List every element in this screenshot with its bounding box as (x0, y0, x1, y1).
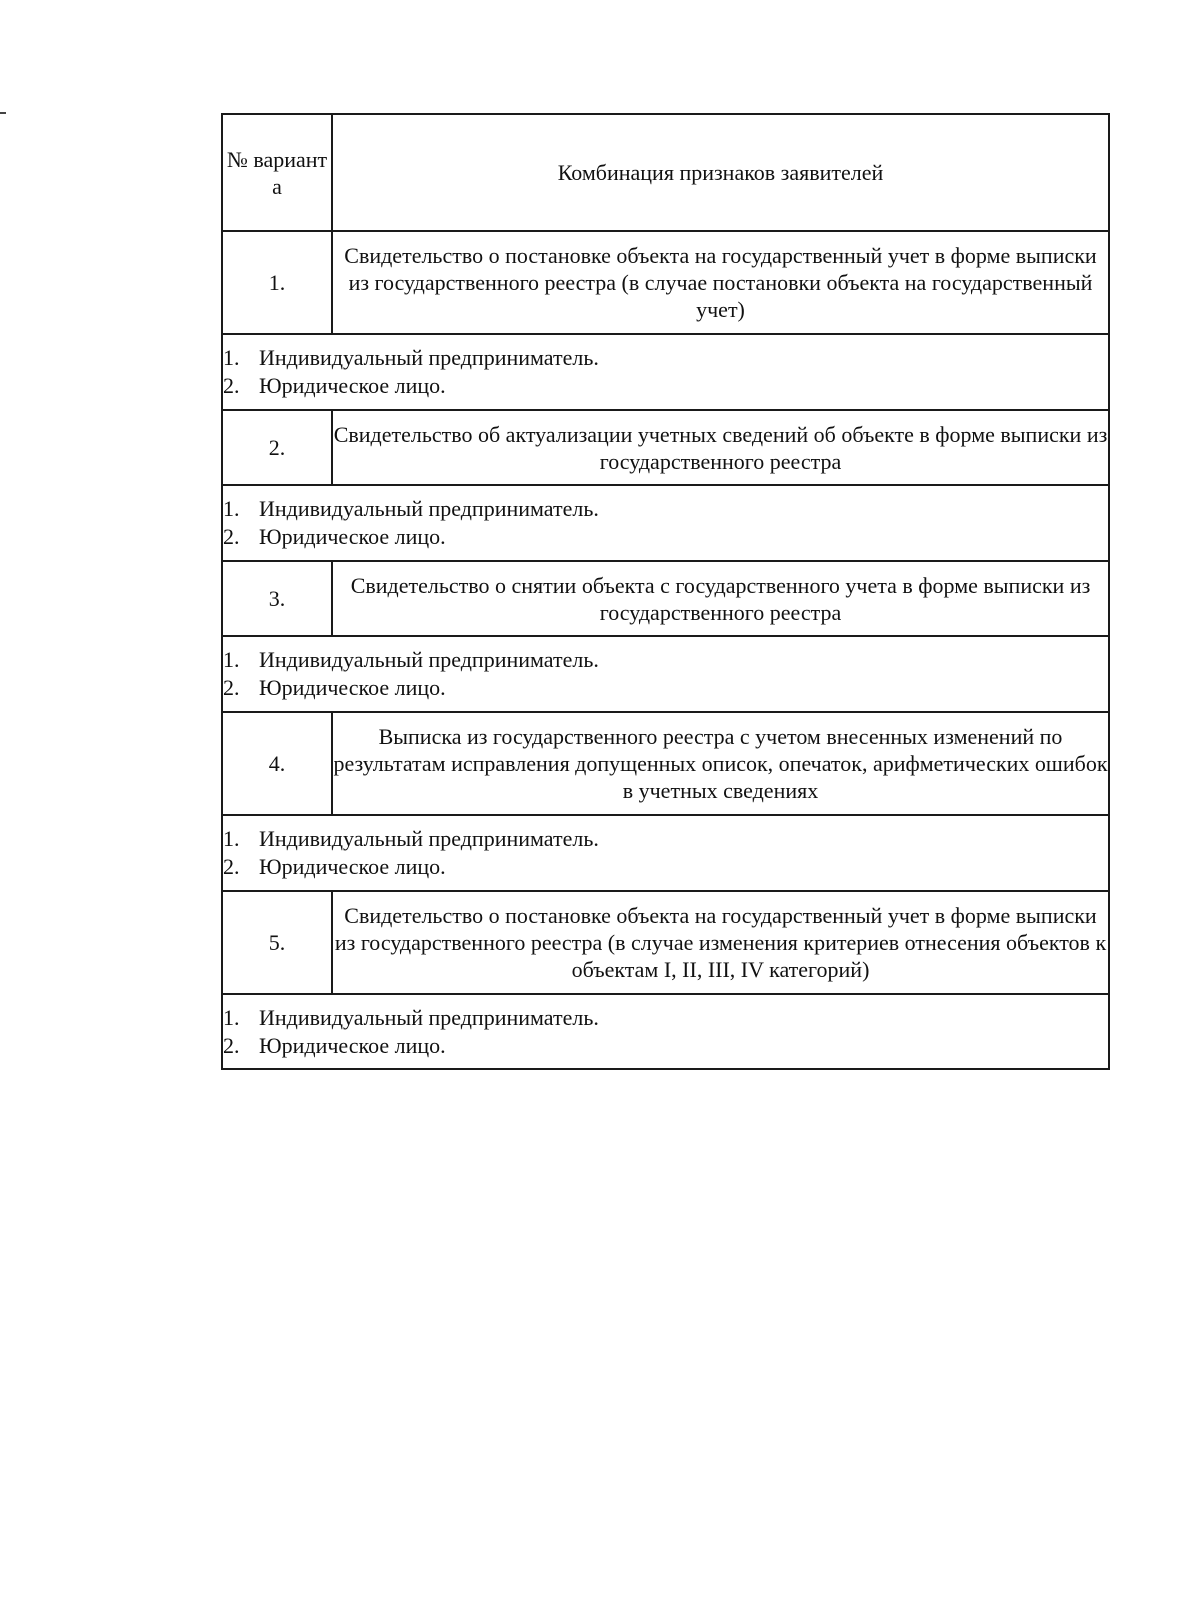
applicants-row-5 (222, 994, 1109, 1069)
list-item: 2. Юридическое лицо. (223, 1032, 446, 1058)
scan-edge-mark (0, 112, 6, 114)
applicant-label: Индивидуальный предприниматель. (259, 345, 599, 370)
variant-description: Выписка из государственного реестра с учетом внесенных изменений по результатам исправления допущенных описок, опечаток, арифметических ошибок в учетных сведениях (332, 712, 1109, 815)
variant-row-2 (222, 410, 1109, 485)
applicants-row-4 (222, 815, 1109, 891)
list-item: 1. Индивидуальный предприниматель. (223, 1004, 599, 1030)
variant-number: 2. (222, 410, 332, 485)
header-applicant-combination: Комбинация признаков заявителей (332, 114, 1109, 231)
applicant-label: Юридическое лицо. (259, 524, 446, 549)
variant-number: 4. (222, 712, 332, 815)
applicant-list (223, 646, 1108, 702)
applicant-list-cell (222, 485, 1109, 561)
list-item: 2. Юридическое лицо. (223, 854, 446, 879)
variant-description: Свидетельство об актуализации учетных сведений об объекте в форме выписки из государственного реестра (332, 410, 1109, 485)
applicant-label: Индивидуальный предприниматель. (259, 826, 599, 851)
variant-description: Свидетельство о постановке объекта на государственный учет в форме выписки из государственного реестра (в случае постановки объекта на государственный учет) (332, 231, 1109, 334)
list-item: 1. Индивидуальный предприниматель. (223, 345, 599, 370)
applicant-list (223, 1004, 1108, 1060)
applicant-list-cell (222, 994, 1109, 1069)
list-item: 1. Индивидуальный предприниматель. (223, 496, 599, 521)
table-header-row (222, 114, 1109, 231)
applicant-label: Юридическое лицо. (259, 854, 446, 879)
applicants-row-3 (222, 636, 1109, 712)
applicant-list-cell (222, 636, 1109, 712)
applicant-list (223, 344, 1108, 400)
applicants-row-2 (222, 485, 1109, 561)
list-item: 1. Индивидуальный предприниматель. (223, 647, 599, 672)
applicant-list-cell (222, 815, 1109, 891)
applicant-label: Индивидуальный предприниматель. (259, 496, 599, 521)
variant-row-1 (222, 231, 1109, 334)
list-item: 2. Юридическое лицо. (223, 373, 446, 398)
list-item: 2. Юридическое лицо. (223, 675, 446, 700)
variant-row-5 (222, 891, 1109, 994)
applicant-label: Юридическое лицо. (259, 373, 446, 398)
variant-row-4 (222, 712, 1109, 815)
variant-number: 3. (222, 561, 332, 636)
list-item: 1. Индивидуальный предприниматель. (223, 826, 599, 851)
header-variant-number: № варианта (222, 114, 332, 231)
variant-description: Свидетельство о постановке объекта на государственный учет в форме выписки из государственного реестра (в случае изменения критериев отнесения объектов к объектам I, II, III, IV категорий) (332, 891, 1109, 994)
applicant-label: Юридическое лицо. (259, 675, 446, 700)
applicant-label: Индивидуальный предприниматель. (259, 647, 599, 672)
applicant-variants-table (221, 113, 1110, 1070)
variant-description: Свидетельство о снятии объекта с государственного учета в форме выписки из государственного реестра (332, 561, 1109, 636)
applicant-list (223, 495, 1108, 551)
applicant-label: Индивидуальный предприниматель. (259, 1004, 599, 1030)
applicant-list-cell (222, 334, 1109, 410)
list-item: 2. Юридическое лицо. (223, 524, 446, 549)
variant-row-3 (222, 561, 1109, 636)
applicant-list (223, 825, 1108, 881)
applicant-label: Юридическое лицо. (259, 1032, 446, 1058)
applicants-row-1 (222, 334, 1109, 410)
variant-number: 5. (222, 891, 332, 994)
variant-number: 1. (222, 231, 332, 334)
